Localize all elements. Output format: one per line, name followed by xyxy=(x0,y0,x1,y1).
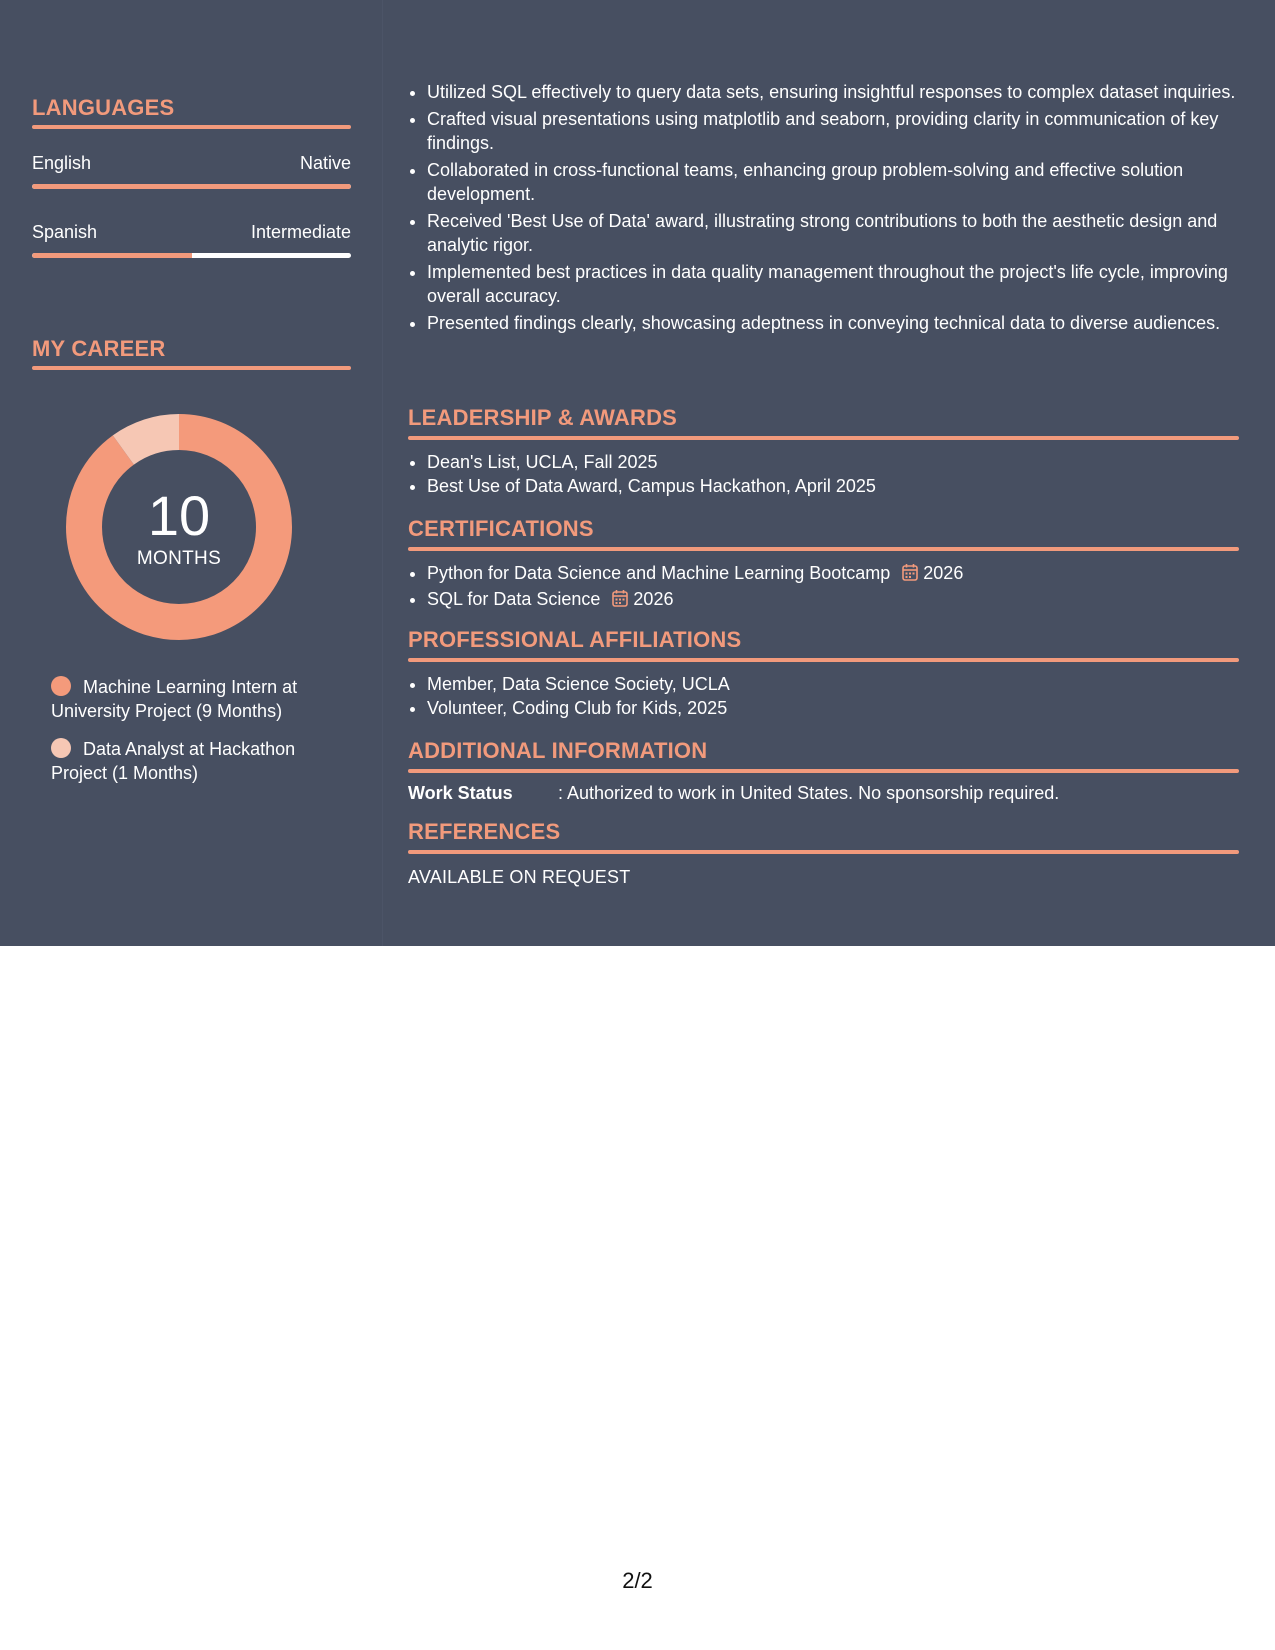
affiliations-heading: PROFESSIONAL AFFILIATIONS xyxy=(408,627,742,652)
language-name: Spanish xyxy=(32,222,98,242)
calendar-icon xyxy=(902,563,918,587)
certifications-list xyxy=(408,561,1239,613)
work-status-value: : Authorized to work in United States. No sponsorship required. xyxy=(558,783,1060,803)
donut-center xyxy=(66,414,292,640)
leadership-item: • Best Use of Data Award, Campus Hackathon, April 2025 xyxy=(427,474,1239,498)
legend-label: Machine Learning Intern at University Project (9 Months) xyxy=(51,677,298,721)
legend-label: Data Analyst at Hackathon Project (1 Months) xyxy=(51,739,296,783)
career-unit: MONTHS xyxy=(136,548,222,569)
certifications-section xyxy=(408,516,1239,613)
language-row-english xyxy=(32,153,351,174)
certifications-rule xyxy=(408,547,1239,551)
certification-name: Python for Data Science and Machine Learning Bootcamp xyxy=(427,563,891,583)
experience-bullet: • Presented findings clearly, showcasing adeptness in conveying technical data to diverse audiences. xyxy=(427,311,1258,335)
additional-info-rule xyxy=(408,769,1239,773)
language-level: Intermediate xyxy=(250,222,351,242)
additional-info-section xyxy=(408,738,1239,805)
certification-item xyxy=(427,587,1239,613)
career-heading: MY CAREER xyxy=(32,336,166,361)
language-bar-spanish xyxy=(32,253,351,258)
languages-heading: LANGUAGES xyxy=(32,95,175,120)
language-bar-fill xyxy=(32,184,351,189)
references-section xyxy=(408,819,1239,889)
affiliations-list xyxy=(408,672,1239,720)
experience-bullet: • Implemented best practices in data quality management throughout the project's life cycle, improving overall accuracy. xyxy=(427,260,1258,308)
calendar-icon xyxy=(612,589,628,613)
references-text: AVAILABLE ON REQUEST xyxy=(408,867,631,887)
certifications-heading: CERTIFICATIONS xyxy=(408,516,594,541)
language-level: Native xyxy=(299,153,351,173)
experience-bullet-list xyxy=(408,80,1258,338)
experience-bullet: • Received 'Best Use of Data' award, illustrating strong contributions to both the aesthetic design and analytic rigor. xyxy=(427,209,1258,257)
language-row-spanish xyxy=(32,222,351,243)
legend-item xyxy=(51,737,331,785)
legend-dot-icon xyxy=(51,738,71,758)
affiliations-rule xyxy=(408,658,1239,662)
references-rule xyxy=(408,850,1239,854)
experience-bullet: • Utilized SQL effectively to query data sets, ensuring insightful responses to complex dataset inquiries. xyxy=(427,80,1258,104)
affiliations-section xyxy=(408,627,1239,720)
certification-year: 2026 xyxy=(923,563,964,583)
experience-bullet: • Crafted visual presentations using matplotlib and seaborn, providing clarity in communication of key findings. xyxy=(427,107,1258,155)
leadership-section xyxy=(408,405,1239,498)
experience-bullet: • Collaborated in cross-functional teams, enhancing group problem-solving and effective solution development. xyxy=(427,158,1258,206)
work-status-row xyxy=(408,781,1239,805)
leadership-item: • Dean's List, UCLA, Fall 2025 xyxy=(427,450,1239,474)
leadership-list xyxy=(408,450,1239,498)
career-total: 10 xyxy=(147,484,211,547)
leadership-heading: LEADERSHIP & AWARDS xyxy=(408,405,678,430)
language-bar-fill xyxy=(32,253,192,258)
leadership-rule xyxy=(408,436,1239,440)
language-name: English xyxy=(32,153,92,173)
certification-year: 2026 xyxy=(633,589,674,609)
legend-dot-icon xyxy=(51,676,71,696)
languages-rule xyxy=(32,125,351,129)
column-divider xyxy=(382,0,383,946)
references-heading: REFERENCES xyxy=(408,819,561,844)
additional-info-heading: ADDITIONAL INFORMATION xyxy=(408,738,708,763)
affiliation-item: • Volunteer, Coding Club for Kids, 2025 xyxy=(427,696,1239,720)
career-rule xyxy=(32,366,351,370)
affiliation-item: • Member, Data Science Society, UCLA xyxy=(427,672,1239,696)
career-donut-chart xyxy=(66,414,292,640)
language-bar-english xyxy=(32,184,351,189)
certification-item xyxy=(427,561,1239,587)
page-number: 2/2 xyxy=(622,1568,653,1593)
legend-item xyxy=(51,675,331,723)
certification-name: SQL for Data Science xyxy=(427,589,601,609)
work-status-label: Work Status xyxy=(408,783,513,803)
